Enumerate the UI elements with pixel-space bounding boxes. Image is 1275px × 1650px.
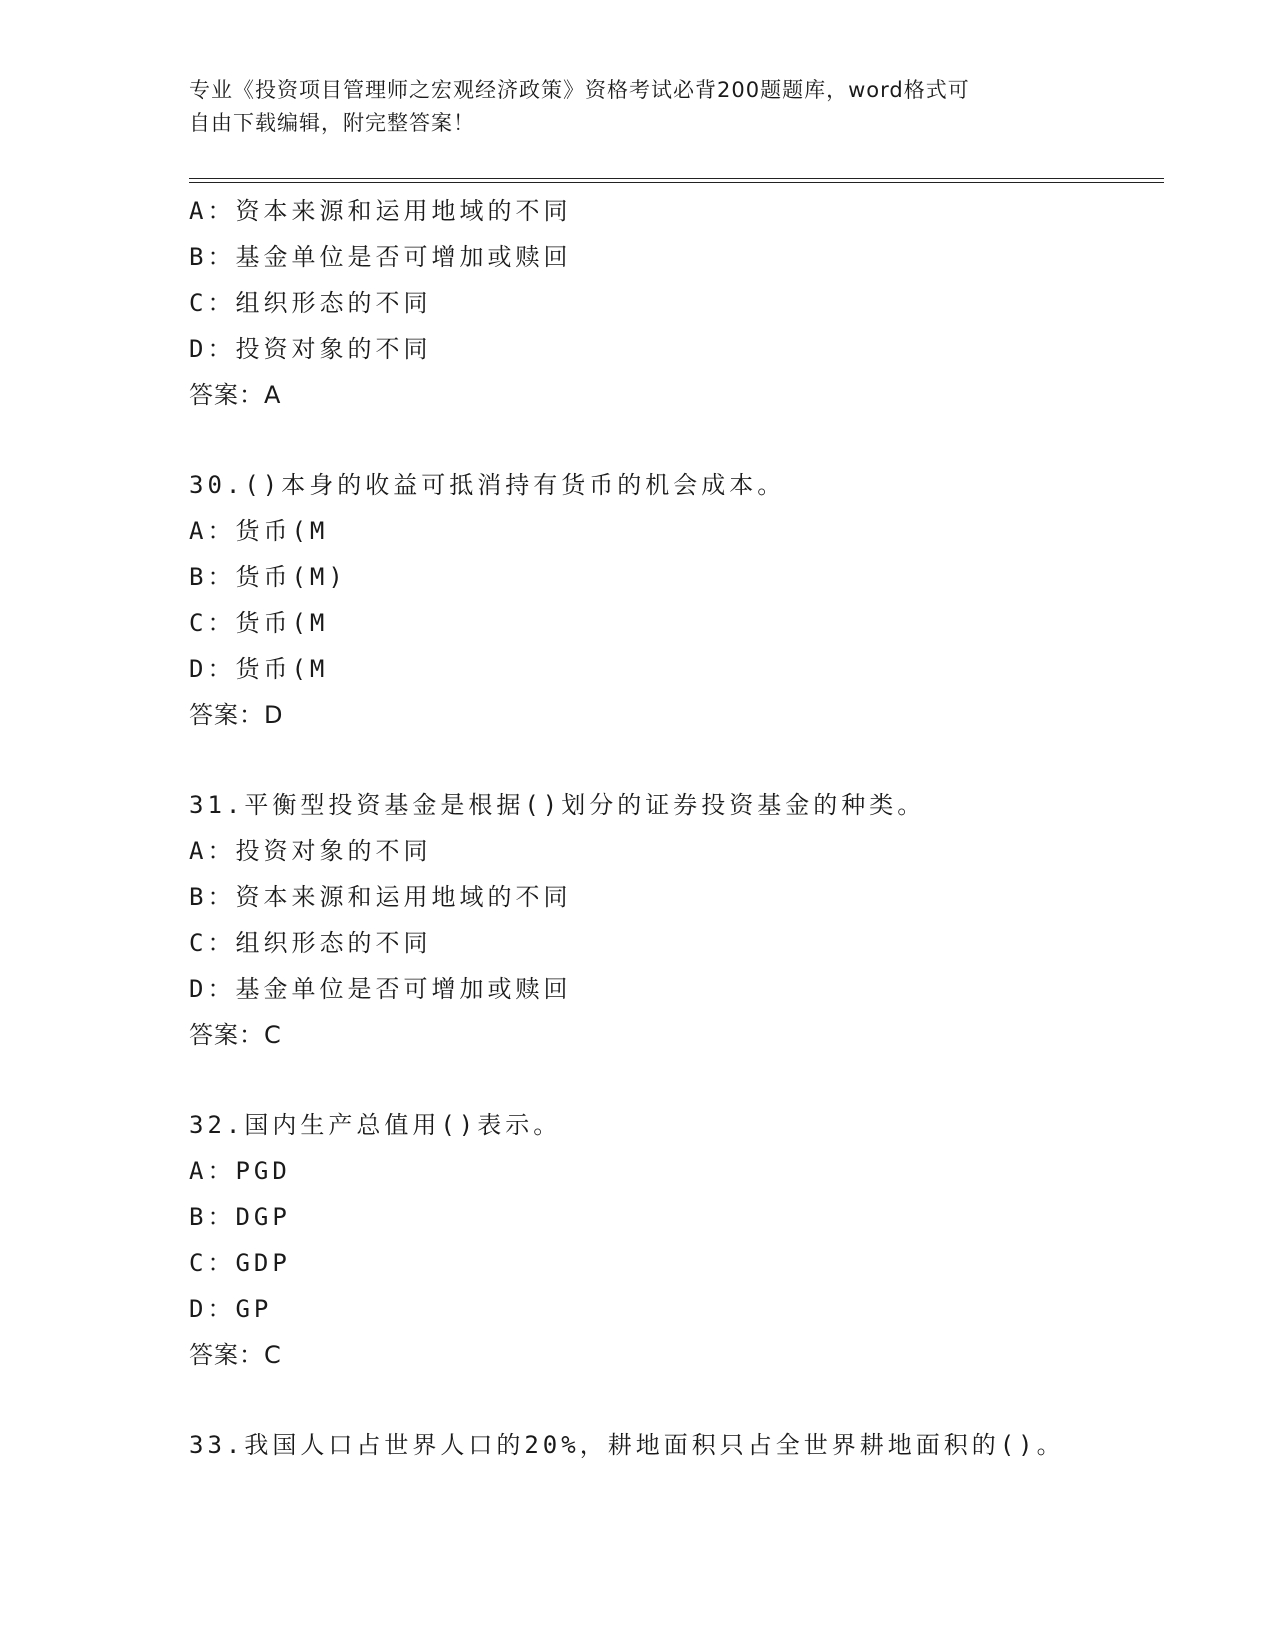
option-b: B：基金单位是否可增加或赎回 (189, 243, 572, 271)
option-d: D：基金单位是否可增加或赎回 (189, 975, 572, 1003)
option-b: B：资本来源和运用地域的不同 (189, 883, 572, 911)
document-header (189, 74, 1089, 140)
spacer (189, 418, 1169, 462)
question-block-33 (189, 1422, 1169, 1468)
header-divider-top (189, 178, 1164, 179)
question-text: 31.平衡型投资基金是根据()划分的证券投资基金的种类。 (189, 791, 926, 819)
header-line-2: 自由下载编辑，附完整答案！ (189, 111, 475, 135)
option-a: A：PGD (189, 1157, 291, 1185)
option-a: A：货币(M (189, 517, 329, 545)
option-d: D：GP (189, 1295, 273, 1323)
option-c: C：组织形态的不同 (189, 289, 432, 317)
option-a: A：投资对象的不同 (189, 837, 432, 865)
question-block-32 (189, 1102, 1169, 1378)
answer-line: 答案：C (189, 1341, 282, 1369)
option-a: A：资本来源和运用地域的不同 (189, 197, 572, 225)
answer-line: 答案：A (189, 381, 282, 409)
spacer (189, 738, 1169, 782)
question-block-31 (189, 782, 1169, 1058)
option-d: D：货币(M (189, 655, 329, 683)
question-block-29 (189, 188, 1169, 418)
option-c: C：货币(M (189, 609, 329, 637)
question-text: 33.我国人口占世界人口的20%，耕地面积只占全世界耕地面积的()。 (189, 1431, 1065, 1459)
option-b: B：货币(M) (189, 563, 347, 591)
option-c: C：组织形态的不同 (189, 929, 432, 957)
header-line-1: 专业《投资项目管理师之宏观经济政策》资格考试必背200题题库，word格式可 (189, 78, 970, 102)
spacer (189, 1378, 1169, 1422)
answer-line: 答案：C (189, 1021, 282, 1049)
option-b: B：DGP (189, 1203, 291, 1231)
header-divider-bottom (189, 182, 1164, 183)
answer-line: 答案：D (189, 701, 284, 729)
question-text: 32.国内生产总值用()表示。 (189, 1111, 562, 1139)
spacer (189, 1058, 1169, 1102)
option-d: D：投资对象的不同 (189, 335, 432, 363)
option-c: C：GDP (189, 1249, 291, 1277)
question-block-30 (189, 462, 1169, 738)
question-text: 30.()本身的收益可抵消持有货币的机会成本。 (189, 471, 786, 499)
question-list (189, 188, 1169, 1468)
